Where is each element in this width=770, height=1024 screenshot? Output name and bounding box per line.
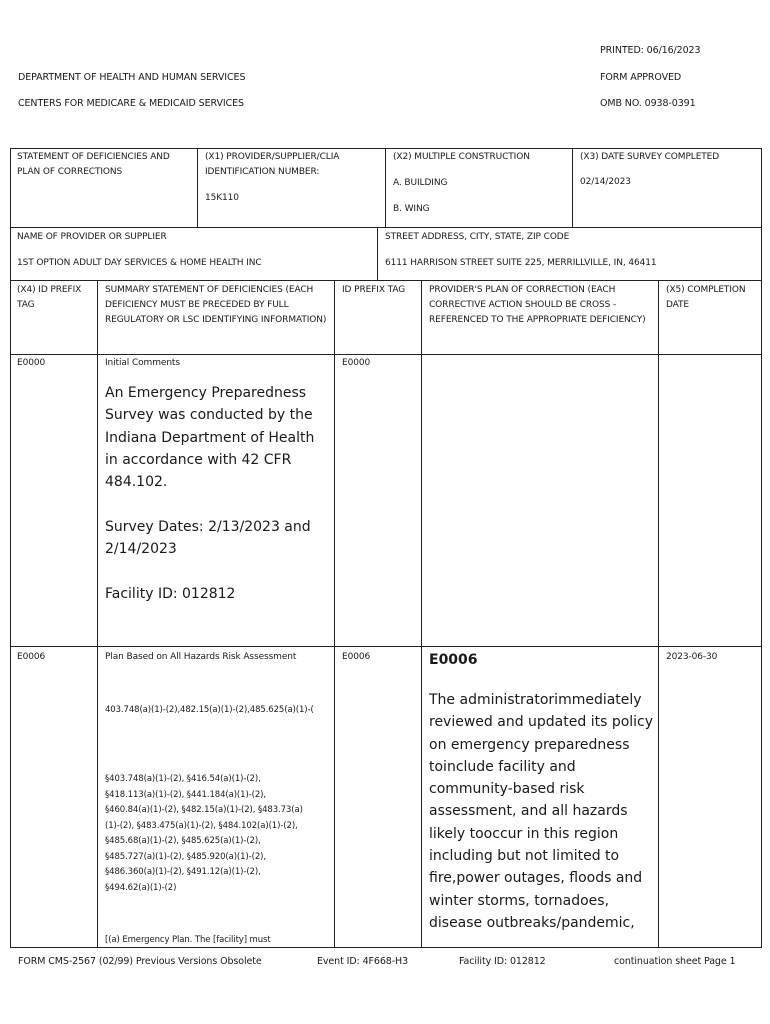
col-x4-header: (X4) ID PREFIX TAG: [17, 285, 82, 310]
provider-name: 1ST OPTION ADULT DAY SERVICES & HOME HEALTH INC: [17, 258, 262, 268]
col-summary-header: SUMMARY STATEMENT OF DEFICIENCIES (EACH DEFICIENCY MUST BE PRECEDED BY FULL REGULATORY OR LSC IDENTIFYING INFORMATION): [105, 285, 327, 325]
col-x5-header: (X5) COMPLETION DATE: [666, 285, 746, 310]
rule: [10, 280, 762, 281]
row1-title: Initial Comments: [105, 358, 180, 368]
rule: [572, 148, 573, 227]
footer-page: continuation sheet Page 1: [614, 956, 736, 967]
rule: [10, 148, 11, 948]
provider-label: NAME OF PROVIDER OR SUPPLIER: [17, 232, 167, 242]
rule: [761, 148, 762, 948]
footer-form: FORM CMS-2567 (02/99) Previous Versions Obsolete: [18, 956, 262, 967]
omb-number: OMB NO. 0938-0391: [600, 98, 696, 109]
printed-date: PRINTED: 06/16/2023: [600, 45, 701, 56]
row2-prefix: E0006: [342, 652, 371, 662]
rule: [377, 227, 378, 280]
row1-tag: E0000: [17, 358, 46, 368]
x2-building: A. BUILDING: [393, 178, 448, 188]
rule: [97, 280, 98, 948]
rule: [334, 280, 335, 948]
row2-plan-heading: E0006: [429, 652, 478, 668]
row1-facility-id: Facility ID: 012812: [105, 586, 236, 602]
col-id-prefix-header: ID PREFIX TAG: [342, 285, 406, 295]
rule: [421, 280, 422, 948]
row2-completion-date: 2023-06-30: [666, 652, 718, 662]
address-label: STREET ADDRESS, CITY, STATE, ZIP CODE: [385, 232, 570, 242]
rule: [385, 148, 386, 227]
row2-regulation-list: §403.748(a)(1)-(2), §416.54(a)(1)-(2), §418.113(a)(1)-(2), §441.184(a)(1)-(2), §460.84(a)(1)-(2), §482.15(a)(1)-(2), §483.73(a)(1)-(2), §483.475(a)(1)-(2), §484.102(a)(1)-(2), §485.68(a)(1)-(2), §485.625(a)(1)-(2), §485.727(a)(1)-(2), §485.920(a)(1)-(2), §486.360(a)(1)-(2), §491.12(a)(1)-(2), §494.62(a)(1)-(2): [105, 774, 303, 893]
form-approved: FORM APPROVED: [600, 72, 682, 83]
x1-label: (X1) PROVIDER/SUPPLIER/CLIA IDENTIFICATION NUMBER:: [205, 152, 340, 177]
statement-label: STATEMENT OF DEFICIENCIES AND PLAN OF CORRECTIONS: [17, 152, 170, 177]
rule: [10, 227, 762, 228]
rule: [10, 354, 762, 355]
rule: [197, 148, 198, 227]
row2-plan-text: The administratorimmediately reviewed and updated its policy on emergency preparedness toinclude facility and community-based risk assessment, and all hazards likely tooccur in this region including but not limited to fire,power outages, floods and winter storms, tornadoes, disease outbreaks/pandemic,: [429, 692, 654, 931]
row2-emergency-plan-text: [(a) Emergency Plan. The [facility] must: [105, 935, 271, 945]
department-name: DEPARTMENT OF HEALTH AND HUMAN SERVICES: [18, 72, 246, 83]
row1-survey-text: An Emergency Preparedness Survey was conducted by the Indiana Department of Health in accordance with 42 CFR 484.102.: [105, 385, 315, 491]
x2-label: (X2) MULTIPLE CONSTRUCTION: [393, 152, 530, 162]
row1-survey-dates: Survey Dates: 2/13/2023 and 2/14/2023: [105, 519, 311, 558]
x3-value: 02/14/2023: [580, 177, 631, 187]
x1-value: 15K110: [205, 193, 239, 203]
rule: [10, 646, 762, 647]
row2-regulation-ref: 403.748(a)(1)-(2),482.15(a)(1)-(2),485.625(a)(1)-(: [105, 705, 314, 715]
rule: [658, 280, 659, 948]
row2-title: Plan Based on All Hazards Risk Assessment: [105, 652, 297, 662]
centers-name: CENTERS FOR MEDICARE & MEDICAID SERVICES: [18, 98, 244, 109]
rule: [10, 148, 762, 149]
x2-wing: B. WING: [393, 204, 430, 214]
address-value: 6111 HARRISON STREET SUITE 225, MERRILLVILLE, IN, 46411: [385, 258, 657, 268]
footer-facility-id: Facility ID: 012812: [459, 956, 546, 967]
row1-prefix: E0000: [342, 358, 371, 368]
row2-tag: E0006: [17, 652, 46, 662]
col-plan-header: PROVIDER'S PLAN OF CORRECTION (EACH CORRECTIVE ACTION SHOULD BE CROSS - REFERENCED TO THE APPROPRIATE DEFICIENCY): [429, 285, 646, 325]
x3-label: (X3) DATE SURVEY COMPLETED: [580, 152, 720, 162]
footer-event-id: Event ID: 4F668-H3: [317, 956, 409, 967]
